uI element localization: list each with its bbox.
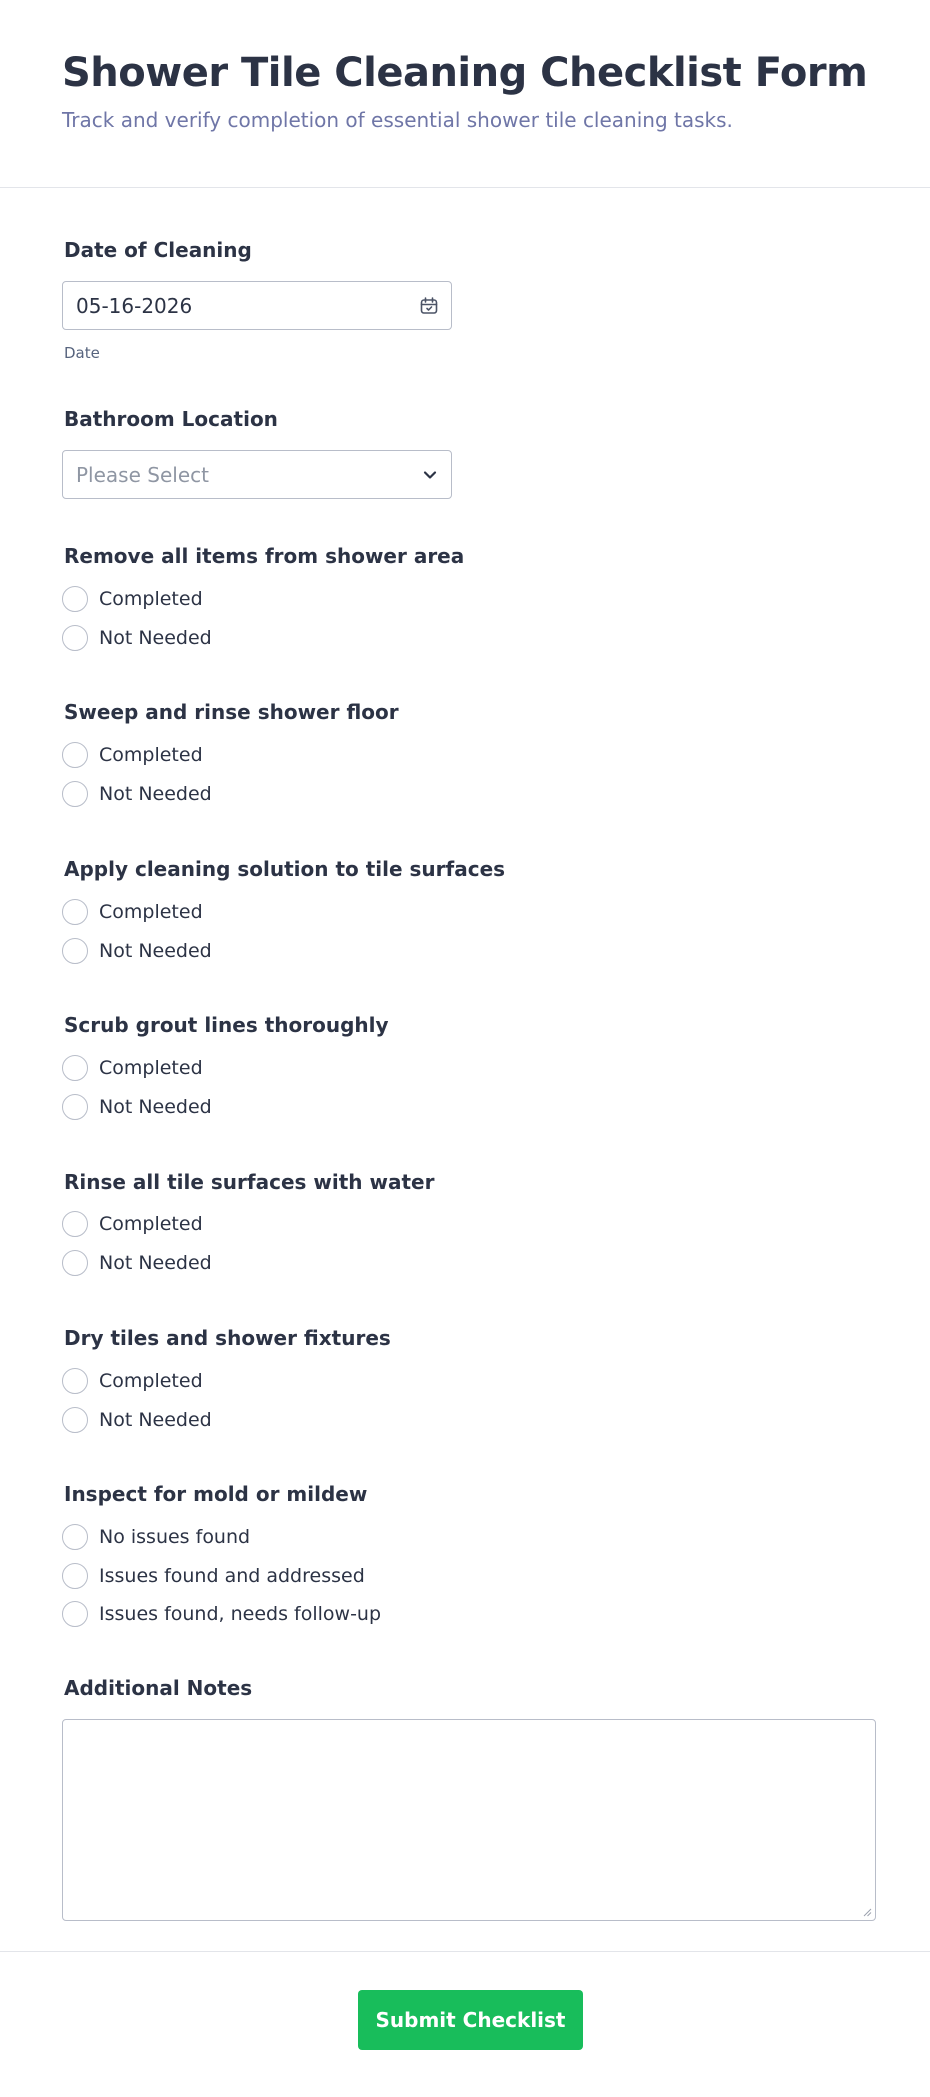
radio-button[interactable] bbox=[62, 1055, 88, 1081]
radio-option[interactable] bbox=[62, 1368, 203, 1394]
radio-button[interactable] bbox=[62, 1368, 88, 1394]
chevron-down-icon bbox=[421, 466, 439, 484]
calendar-icon[interactable] bbox=[419, 296, 439, 316]
radio-label: Not Needed bbox=[99, 1096, 212, 1118]
radio-button[interactable] bbox=[62, 781, 88, 807]
task-label-inspect-mold: Inspect for mold or mildew bbox=[64, 1482, 368, 1506]
footer-divider bbox=[0, 1951, 930, 1952]
radio-button[interactable] bbox=[62, 1211, 88, 1237]
radio-label: Not Needed bbox=[99, 627, 212, 649]
radio-label: Completed bbox=[99, 1370, 203, 1392]
radio-button[interactable] bbox=[62, 899, 88, 925]
radio-option[interactable] bbox=[62, 1601, 381, 1627]
radio-button[interactable] bbox=[62, 1563, 88, 1589]
radio-button[interactable] bbox=[62, 1094, 88, 1120]
radio-label: Not Needed bbox=[99, 1252, 212, 1274]
radio-label: Issues found and addressed bbox=[99, 1565, 365, 1587]
radio-option[interactable] bbox=[62, 1211, 203, 1237]
task-label-remove-items: Remove all items from shower area bbox=[64, 544, 465, 568]
radio-label: Issues found, needs follow-up bbox=[99, 1603, 382, 1625]
date-of-cleaning-label: Date of Cleaning bbox=[64, 238, 252, 262]
radio-option[interactable] bbox=[62, 1407, 212, 1433]
radio-label: Completed bbox=[99, 1213, 203, 1235]
date-value: 05-16-2026 bbox=[76, 294, 193, 318]
radio-option[interactable] bbox=[62, 781, 212, 807]
submit-checklist-button[interactable]: Submit Checklist bbox=[358, 1990, 583, 2050]
radio-option[interactable] bbox=[62, 1055, 203, 1081]
date-sublabel: Date bbox=[64, 344, 100, 362]
radio-option[interactable] bbox=[62, 1563, 365, 1589]
radio-label: Not Needed bbox=[99, 1409, 212, 1431]
radio-option[interactable] bbox=[62, 742, 203, 768]
resize-handle-icon[interactable] bbox=[862, 1907, 872, 1917]
radio-label: Not Needed bbox=[99, 783, 212, 805]
radio-button[interactable] bbox=[62, 742, 88, 768]
bathroom-location-label: Bathroom Location bbox=[64, 407, 278, 431]
radio-option[interactable] bbox=[62, 1094, 212, 1120]
radio-label: Completed bbox=[99, 1057, 203, 1079]
radio-button[interactable] bbox=[62, 938, 88, 964]
radio-label: Not Needed bbox=[99, 940, 212, 962]
date-of-cleaning-input[interactable] bbox=[62, 281, 452, 330]
page-subtitle: Track and verify completion of essential shower tile cleaning tasks. bbox=[62, 108, 733, 132]
radio-option[interactable] bbox=[62, 1250, 212, 1276]
radio-option[interactable] bbox=[62, 1524, 250, 1550]
additional-notes-textarea[interactable] bbox=[62, 1719, 876, 1921]
radio-option[interactable] bbox=[62, 938, 212, 964]
radio-button[interactable] bbox=[62, 1407, 88, 1433]
task-label-apply-solution: Apply cleaning solution to tile surfaces bbox=[64, 857, 506, 881]
radio-option[interactable] bbox=[62, 899, 203, 925]
radio-button[interactable] bbox=[62, 586, 88, 612]
task-label-dry-tiles: Dry tiles and shower fixtures bbox=[64, 1326, 391, 1350]
radio-button[interactable] bbox=[62, 1601, 88, 1627]
radio-label: No issues found bbox=[99, 1526, 251, 1548]
select-placeholder: Please Select bbox=[76, 463, 209, 487]
radio-button[interactable] bbox=[62, 1250, 88, 1276]
radio-label: Completed bbox=[99, 744, 203, 766]
radio-option[interactable] bbox=[62, 586, 203, 612]
page-title: Shower Tile Cleaning Checklist Form bbox=[62, 50, 868, 96]
task-label-rinse-surfaces: Rinse all tile surfaces with water bbox=[64, 1170, 435, 1194]
radio-button[interactable] bbox=[62, 1524, 88, 1550]
radio-label: Completed bbox=[99, 901, 203, 923]
bathroom-location-select[interactable] bbox=[62, 450, 452, 499]
form-header bbox=[0, 0, 930, 188]
additional-notes-label: Additional Notes bbox=[64, 1676, 253, 1700]
radio-option[interactable] bbox=[62, 625, 212, 651]
radio-label: Completed bbox=[99, 588, 203, 610]
task-label-sweep-rinse: Sweep and rinse shower floor bbox=[64, 700, 399, 724]
radio-button[interactable] bbox=[62, 625, 88, 651]
task-label-scrub-grout: Scrub grout lines thoroughly bbox=[64, 1013, 389, 1037]
